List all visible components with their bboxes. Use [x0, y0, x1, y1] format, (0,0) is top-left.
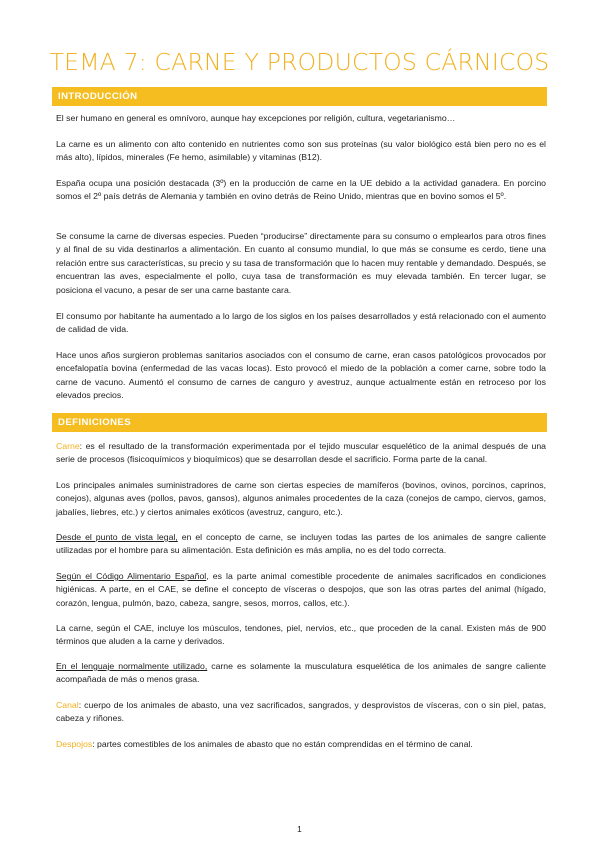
intro-paragraph-1: El ser humano en general es omnívoro, aunque hay excepciones por religión, cultura, vegetarianismo… [56, 113, 456, 123]
page-title: TEMA 7: CARNE Y PRODUCTOS CÁRNICOS [49, 48, 550, 76]
definition-legal [56, 531, 546, 558]
definition-text-legal: en el concepto de carne, se incluyen todas las partes de los animales de sangre caliente utilizadas por el hombre para su alimentación. Esta definición es más amplia, no es del todo correcta. [56, 532, 546, 556]
definition-lenguaje [56, 660, 546, 687]
definition-text-codigo: , es la parte animal comestible procedente de animales sacrificados en condiciones higiénicas. A parte, en el CAE, se define el concepto de vísceras o despojos, que son las otras partes del animal (hígado, corazón, lengua, pulmón, bazo, cabeza, sangre, sesos, morros, callos, etc.). [56, 571, 546, 608]
definition-term-carne: Carne [56, 441, 80, 451]
definition-term-lenguaje: En el lenguaje normalmente utilizado, [56, 661, 208, 671]
definition-term-legal: Desde el punto de vista legal, [56, 532, 178, 542]
definition-codigo [56, 570, 546, 610]
definition-animals: Los principales animales suministradores de carne son ciertas especies de mamíferos (bovinos, ovinos, porcinos, caprinos, conejos), algunas aves (pollos, pavos, gansos), algunos animales procedentes de la caza (conejos de campo, ciervos, gamos, jabalíes, liebres, etc.) y ciertos animales exóticos (avestruz, canguro, etc.). [56, 480, 546, 517]
intro-paragraph-3: España ocupa una posición destacada (3º) en la producción de carne en la UE debido a la actividad ganadera. En porcino somos el 2º país detrás de Alemania y también en ovino detrás de Reino Unido, mientras que en bovino somos el 5º. [56, 178, 546, 202]
definition-term-codigo: Según el Código Alimentario Español [56, 571, 207, 581]
intro-paragraph-2: La carne es un alimento con alto contenido en nutrientes como son sus proteínas (su valor biológico está bien pero no es el más alto), lípidos, minerales (Fe hemo, asimilable) y vitaminas (B12). [56, 139, 546, 163]
definition-text-lenguaje: carne es solamente la musculatura esquelética de los animales de sangre caliente acompañada de más o menos grasa. [56, 661, 546, 685]
definition-term-despojos: Despojos [56, 739, 93, 749]
page-number: 1 [297, 824, 302, 834]
definition-cae: La carne, según el CAE, incluye los músculos, tendones, piel, nervios, etc., que proceden de la canal. Existen más de 900 términos que aluden a la carne y derivados. [56, 623, 546, 647]
definition-text-canal: : cuerpo de los animales de abasto, una vez sacrificados, sangrados, y desprovistos de vísceras, con o sin piel, patas, cabeza y riñones. [56, 700, 546, 724]
definition-text-despojos: : partes comestibles de los animales de abasto que no están comprendidas en el término de canal. [92, 739, 473, 749]
definition-text-carne: : es el resultado de la transformación experimentada por el tejido muscular esquelético de la animal después de una serie de procesos (fisicoquímicos y bioquímicos) que se desarrollan desde el sacrificio. Forma parte de la canal. [56, 441, 546, 465]
section-heading-intro: INTRODUCCIÓN [52, 87, 547, 106]
definition-despojos [56, 738, 546, 751]
intro-paragraph-4: Se consume la carne de diversas especies. Pueden “producirse” directamente para su consumo o emplearlos para otros fines y al final de su vida destinarlos a alimentación. En cuanto al consumo mundial, lo que más se consume es cerdo, tiene una relación entre sus características, su precio y su tasa de transformación que lo hacen muy rentable y demandado. Después, se encuentran las aves, especialmente el pollo, cuya tasa de transformación es muy elevada también. En tercer lugar, se posiciona el vacuno, a pesar de ser una carne bastante cara. [56, 231, 546, 295]
intro-paragraph-6: Hace unos años surgieron problemas sanitarios asociados con el consumo de carne, eran casos patológicos provocados por encefalopatía bovina (enfermedad de las vacas locas). Esto provocó el miedo de la población a comer carne, sobre todo la carne de vacuno. Aumentó el consumo de carnes de canguro y avestruz, aunque actualmente están en retroceso por los elevados precios. [56, 350, 546, 401]
definition-canal [56, 699, 546, 726]
section-heading-definitions: DEFINICIONES [52, 413, 547, 432]
definition-carne [56, 440, 546, 467]
intro-paragraph-5: El consumo por habitante ha aumentado a lo largo de los siglos en los países desarrollados y está relacionado con el aumento de calidad de vida. [56, 311, 546, 335]
definition-term-canal: Canal [56, 700, 79, 710]
